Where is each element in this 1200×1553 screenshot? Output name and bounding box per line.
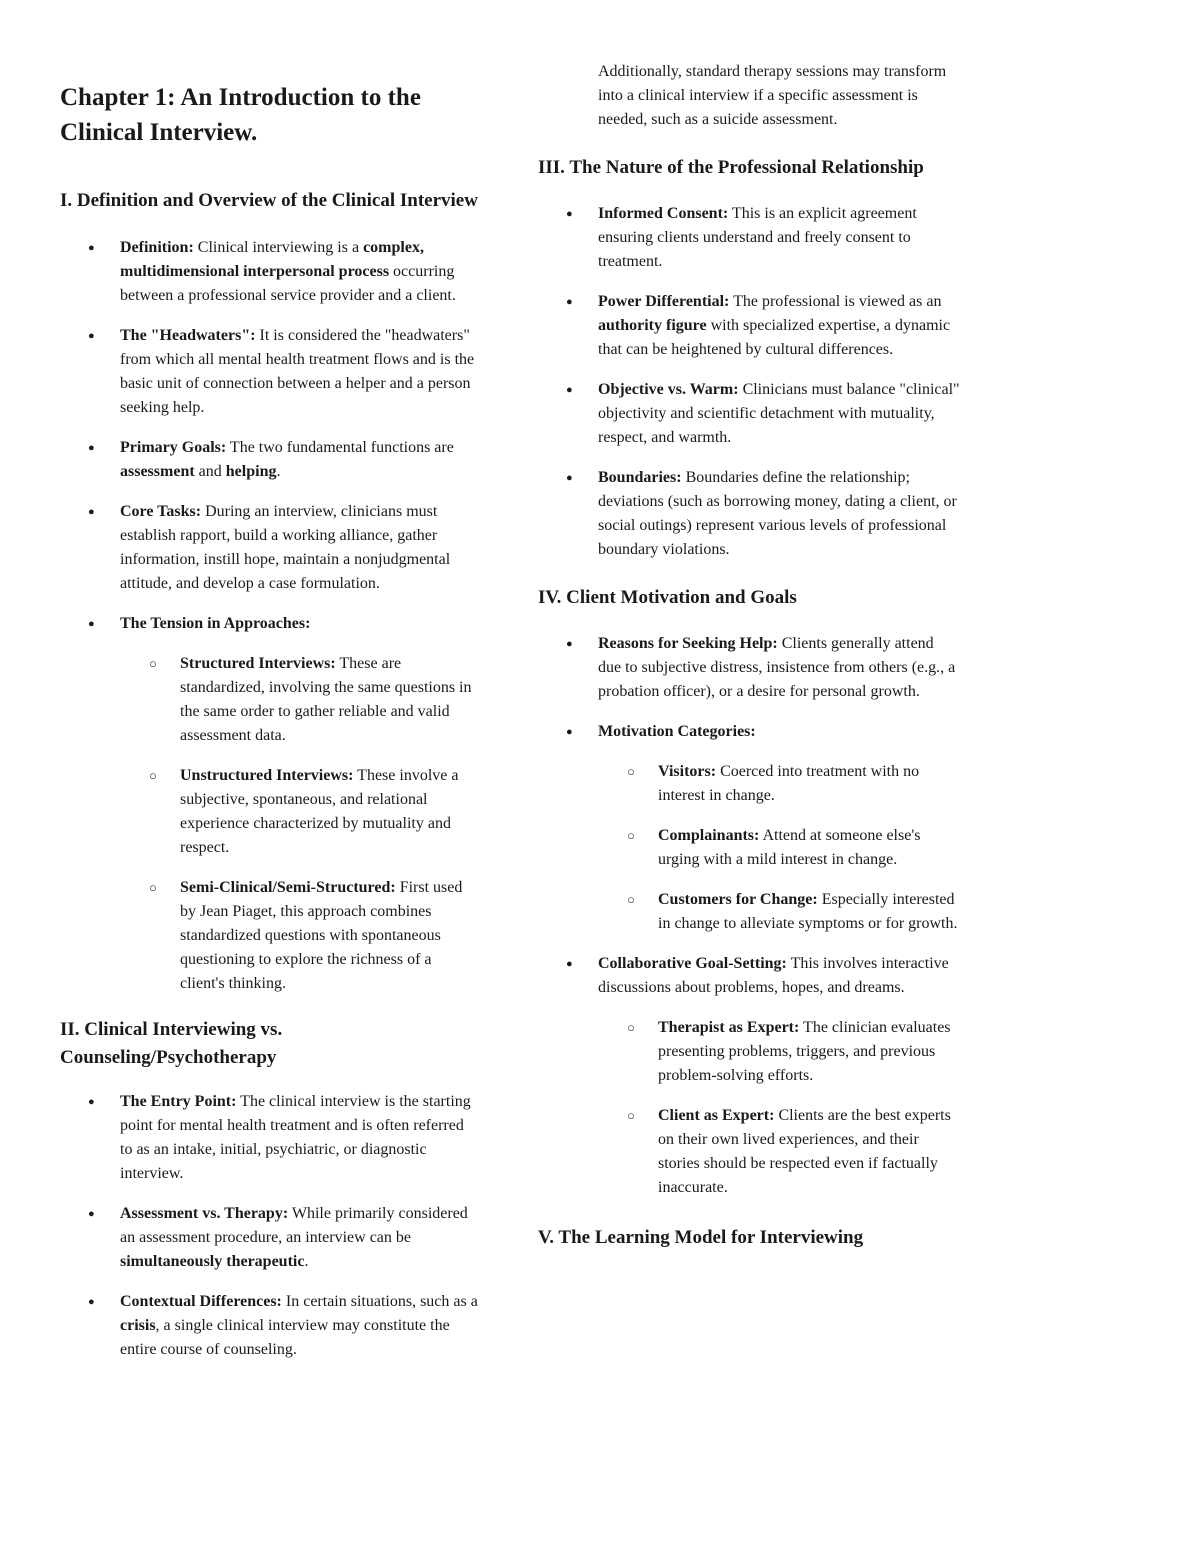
list-item-headwaters: ● The "Headwaters": It is considered the "headwaters" from which all mental health treatment flows and is the basic unit of connection between a helper and a person seeking help. bbox=[60, 324, 480, 420]
sublist-item-visitors: ○ Visitors: Coerced into treatment with no interest in change. bbox=[538, 760, 960, 808]
list-item-primary-goals: ● Primary Goals: The two fundamental functions are assessment and helping. bbox=[60, 436, 480, 484]
section-4-list bbox=[538, 632, 960, 1200]
list-item-informed-consent: ● Informed Consent: This is an explicit agreement ensuring clients understand and freely consent to treatment. bbox=[538, 202, 960, 274]
list-item-definition: ● Definition: Clinical interviewing is a complex, multidimensional interpersonal process occurring between a professional service provider and a client. bbox=[60, 236, 480, 308]
sublist-item-semi-structured: ○ Semi-Clinical/Semi-Structured: First used by Jean Piaget, this approach combines standardized questions with spontaneous questioning to explore the richness of a client's thinking. bbox=[60, 876, 480, 996]
list-item-assessment-vs-therapy: ● Assessment vs. Therapy: While primarily considered an assessment procedure, an interview can be simultaneously therapeutic. bbox=[60, 1202, 480, 1274]
hollow-bullet-icon: ○ bbox=[627, 1108, 635, 1123]
bullet-icon: ● bbox=[88, 442, 95, 454]
hollow-bullet-icon: ○ bbox=[149, 768, 157, 783]
bullet-icon: ● bbox=[88, 1296, 95, 1308]
section-1-heading: I. Definition and Overview of the Clinical Interview bbox=[60, 190, 478, 211]
list-item-core-tasks: ● Core Tasks: During an interview, clinicians must establish rapport, build a working alliance, gather information, instill hope, maintain a nonjudgmental attitude, and develop a case formulation. bbox=[60, 500, 480, 596]
bullet-icon: ● bbox=[88, 1096, 95, 1108]
bullet-icon: ● bbox=[88, 1208, 95, 1220]
list-item-objective-vs-warm: ● Objective vs. Warm: Clinicians must balance "clinical" objectivity and scientific detachment with mutuality, respect, and warmth. bbox=[538, 378, 960, 450]
bullet-icon: ● bbox=[88, 618, 95, 630]
list-item-contextual-differences: ● Contextual Differences: In certain situations, such as a crisis, a single clinical interview may constitute the entire course of counseling. bbox=[60, 1290, 480, 1362]
section-3-heading: III. The Nature of the Professional Relationship bbox=[538, 157, 924, 178]
sublist-item-customers: ○ Customers for Change: Especially interested in change to alleviate symptoms or for growth. bbox=[538, 888, 960, 936]
section-1-list bbox=[60, 236, 480, 996]
bullet-icon: ● bbox=[566, 296, 573, 308]
section-2-list bbox=[60, 1090, 480, 1362]
bullet-icon: ● bbox=[566, 384, 573, 396]
hollow-bullet-icon: ○ bbox=[149, 880, 157, 895]
list-item-power-differential: ● Power Differential: The professional is viewed as an authority figure with specialized expertise, a dynamic that can be heightened by cultural differences. bbox=[538, 290, 960, 362]
section-3-list bbox=[538, 202, 960, 562]
hollow-bullet-icon: ○ bbox=[627, 828, 635, 843]
list-item-reasons: ● Reasons for Seeking Help: Clients generally attend due to subjective distress, insistence from others (e.g., a probation officer), or a desire for personal growth. bbox=[538, 632, 960, 704]
list-item-collaborative-goal-setting: ● Collaborative Goal-Setting: This involves interactive discussions about problems, hopes, and dreams. bbox=[538, 952, 960, 1000]
list-item-tension: ● The Tension in Approaches: bbox=[60, 612, 480, 636]
bullet-icon: ● bbox=[566, 472, 573, 484]
bullet-icon: ● bbox=[566, 208, 573, 220]
left-column bbox=[60, 0, 480, 1362]
hollow-bullet-icon: ○ bbox=[627, 892, 635, 907]
sublist-item-complainants: ○ Complainants: Attend at someone else's urging with a mild interest in change. bbox=[538, 824, 960, 872]
list-item-boundaries: ● Boundaries: Boundaries define the relationship; deviations (such as borrowing money, dating a client, or social outings) represent various levels of professional boundary violations. bbox=[538, 466, 960, 562]
section-2-heading: II. Clinical Interviewing vs. Counseling/Psychotherapy bbox=[60, 1019, 283, 1068]
continuation-paragraph: Additionally, standard therapy sessions may transform into a clinical interview if a specific assessment is needed, such as a suicide assessment. bbox=[598, 63, 947, 128]
chapter-title: Chapter 1: An Introduction to the Clinical Interview. bbox=[60, 84, 421, 146]
right-column bbox=[538, 0, 960, 1252]
list-item-motivation-categories: ● Motivation Categories: bbox=[538, 720, 960, 744]
section-4-heading: IV. Client Motivation and Goals bbox=[538, 587, 797, 608]
bullet-icon: ● bbox=[566, 638, 573, 650]
sublist-item-structured: ○ Structured Interviews: These are standardized, involving the same questions in the same order to gather reliable and valid assessment data. bbox=[60, 652, 480, 748]
hollow-bullet-icon: ○ bbox=[627, 1020, 635, 1035]
sublist-item-therapist-as-expert: ○ Therapist as Expert: The clinician evaluates presenting problems, triggers, and previous problem-solving efforts. bbox=[538, 1016, 960, 1088]
hollow-bullet-icon: ○ bbox=[627, 764, 635, 779]
sublist-item-unstructured: ○ Unstructured Interviews: These involve a subjective, spontaneous, and relational experience characterized by mutuality and respect. bbox=[60, 764, 480, 860]
sublist-item-client-as-expert: ○ Client as Expert: Clients are the best experts on their own lived experiences, and their stories should be respected even if factually inaccurate. bbox=[538, 1104, 960, 1200]
hollow-bullet-icon: ○ bbox=[149, 656, 157, 671]
bullet-icon: ● bbox=[88, 330, 95, 342]
list-item-entry-point: ● The Entry Point: The clinical interview is the starting point for mental health treatment and is often referred to as an intake, initial, psychiatric, or diagnostic interview. bbox=[60, 1090, 480, 1186]
section-5-heading: V. The Learning Model for Interviewing bbox=[538, 1227, 864, 1248]
bullet-icon: ● bbox=[566, 726, 573, 738]
bullet-icon: ● bbox=[88, 506, 95, 518]
bullet-icon: ● bbox=[566, 958, 573, 970]
bullet-icon: ● bbox=[88, 242, 95, 254]
